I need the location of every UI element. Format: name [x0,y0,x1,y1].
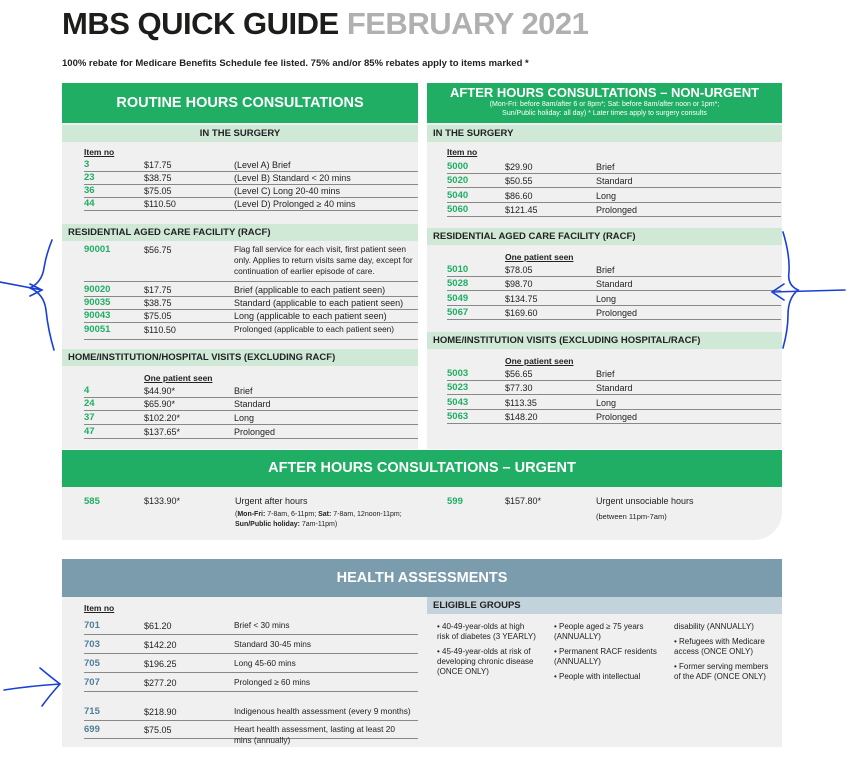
fee: $17.75 [144,160,172,170]
item-number: 37 [84,412,95,423]
item-number: 44 [84,198,95,209]
table-row [447,397,781,410]
afterhours-note-2: Sun/Public holiday: all day) * Later times apply to surgery consults [502,110,707,117]
urgent-note-e: Sun/Public holiday: [235,521,300,528]
routine-surgery-label: IN THE SURGERY [62,125,418,142]
item-number: 5010 [447,264,469,275]
description: (Level A) Brief [234,160,291,170]
health-item-no: Item no [84,603,115,613]
description: Brief [596,369,615,379]
item-number: 5063 [447,411,469,422]
description: Long [234,413,255,423]
fee: $61.20 [144,621,172,631]
description: Brief [234,386,253,396]
description: Long (applicable to each patient seen) [234,311,387,321]
eligible-group: • 40-49-year-olds at high risk of diabetes (3 YEARLY) [437,622,536,641]
description: Prolonged [596,308,638,318]
table-row [84,412,418,425]
table-row [447,175,781,188]
fee: $44.90* [144,386,176,396]
ink-bracket-right [783,232,798,348]
item-number: 5060 [447,204,469,215]
item-number: 23 [84,172,95,183]
routine-home-label: HOME/INSTITUTION/HOSPITAL VISITS (EXCLUDING RACF) [62,349,418,366]
item-number: 705 [84,658,100,669]
description: Prolonged ≥ 60 mins [234,677,311,687]
table-row [84,385,418,398]
item-number: 699 [84,724,100,735]
description: Prolonged [596,205,638,215]
fee: $75.05 [144,186,172,196]
urgent-note-c: Sat: [318,511,332,518]
item-number: 3 [84,159,90,170]
eligible-col-1 [437,622,537,677]
fee: $110.50 [144,325,176,335]
fee: $113.35 [505,398,537,408]
fee: $137.65* [144,427,181,437]
ink-arrow-707 [4,668,60,706]
fee: $29.90 [505,162,533,172]
table-row [447,382,781,395]
afterhours-racf-label: RESIDENTIAL AGED CARE FACILITY (RACF) [427,228,782,245]
fee: $56.65 [505,369,533,379]
eligible-groups-label: ELIGIBLE GROUPS [427,597,782,614]
table-row [84,724,418,745]
item-number: 5040 [447,190,469,201]
description: Standard [596,383,633,393]
table-row [84,658,418,673]
table-row [447,278,781,291]
fee: $142.20 [144,640,177,650]
fee: $148.20 [505,412,538,422]
table-row [84,677,418,692]
table-row [84,398,418,411]
description: (Level D) Prolonged ≥ 40 mins [234,199,356,209]
description: Long [596,398,617,408]
afterhours-surgery-label: IN THE SURGERY [427,125,782,142]
table-row [84,198,418,211]
item-number: 90001 [84,244,111,255]
description: Long [596,294,617,304]
description: Brief [596,265,615,275]
fee: $75.05 [144,725,172,735]
table-row [447,368,781,381]
eligible-group: • Former serving members of the ADF (ONCE ONLY) [674,662,769,681]
fee: $38.75 [144,173,172,183]
description: Prolonged [596,412,638,422]
urgent-fee-599: $157.80* [505,496,542,506]
fee: $218.90 [144,707,177,717]
description: Standard 30-45 mins [234,639,312,649]
description: Indigenous health assessment (every 9 months) [234,706,411,716]
table-row [84,172,418,185]
urgent-note-d: 7-8am, 12noon-11pm; [331,511,402,518]
item-number: 36 [84,185,95,196]
urgent-note-f: 7am-11pm) [299,521,338,528]
item-number: 5020 [447,175,469,186]
table-row [84,185,418,198]
fee: $196.25 [144,659,177,669]
item-number: 5028 [447,278,469,289]
item-number: 5049 [447,293,469,304]
fee: $38.75 [144,298,172,308]
eligible-group: • Refugees with Medicare access (ONCE ONLY) [674,637,765,656]
description: Brief (applicable to each patient seen) [234,285,386,295]
afterhours-home-one-patient: One patient seen [505,356,574,366]
item-number: 701 [84,620,100,631]
description: Flag fall service for each visit, first patient seen only. Applies to return visits same day, except for continuation of earlier episode of care. [234,244,413,276]
urgent-note-599: (between 11pm-7am) [596,512,667,521]
table-row [84,284,418,297]
fee: $102.20* [144,413,181,423]
ink-arrow-left [0,282,42,296]
item-number: 90043 [84,310,111,321]
fee: $169.60 [505,308,538,318]
fee: $77.30 [505,383,533,393]
description: Brief [596,162,615,172]
routine-title: ROUTINE HOURS CONSULTATIONS [62,83,418,123]
item-number: 5003 [447,368,469,379]
item-number: 4 [84,385,90,396]
description: Standard [596,279,633,289]
description: Standard [234,399,271,409]
description: Heart health assessment, lasting at least 20 mins (annually) [234,724,395,745]
urgent-note-585 [235,510,415,530]
item-number: 24 [84,398,95,409]
item-number: 90035 [84,297,111,308]
table-row [447,307,781,320]
description: (Level B) Standard < 20 mins [234,173,351,183]
item-number: 90051 [84,324,111,335]
routine-item-no: Item no [84,147,115,157]
eligible-group: • People with intellectual [554,672,641,681]
urgent-title: AFTER HOURS CONSULTATIONS – URGENT [62,450,782,487]
fee: $75.05 [144,311,172,321]
item-number: 5043 [447,397,469,408]
item-number: 90020 [84,284,111,295]
fee: $110.50 [144,199,176,209]
fee: $78.05 [505,265,533,275]
item-number: 5067 [447,307,469,318]
afterhours-racf-one-patient: One patient seen [505,252,574,262]
urgent-desc-585: Urgent after hours [235,496,308,506]
routine-racf-label: RESIDENTIAL AGED CARE FACILITY (RACF) [62,224,418,241]
health-title: HEALTH ASSESSMENTS [62,559,782,597]
afterhours-item-no: Item no [447,147,478,157]
fee: $56.75 [144,245,172,255]
table-row [84,244,418,282]
ink-bracket-left [30,240,54,350]
eligible-col-2 [554,622,659,682]
urgent-note-b: 7-8am, 6-11pm; [265,511,319,518]
eligible-col-3 [674,622,776,682]
urgent-fee-585: $133.90* [144,496,181,506]
table-row [447,293,781,306]
description: Long 45-60 mins [234,658,296,668]
fee: $121.45 [505,205,538,215]
table-row [84,324,418,340]
urgent-note-open: ( [235,511,238,518]
fee: $50.55 [505,176,533,186]
item-number: 715 [84,706,100,717]
title-main: MBS QUICK GUIDE [62,6,339,41]
table-row [447,264,781,277]
afterhours-home-label: HOME/INSTITUTION VISITS (EXCLUDING HOSPITAL/RACF) [427,332,782,349]
afterhours-title: AFTER HOURS CONSULTATIONS – NON-URGENT [449,85,760,100]
description: Standard [596,176,633,186]
table-row [84,310,418,323]
subtitle: 100% rebate for Medicare Benefits Schedule fee listed. 75% and/or 85% rebates apply to items marked * [62,58,529,69]
afterhours-title-band [427,83,782,123]
item-number: 707 [84,677,100,688]
fee: $277.20 [144,678,177,688]
fee: $65.90* [144,399,176,409]
table-row [84,639,418,654]
description: Prolonged (applicable to each patient seen) [234,324,395,334]
urgent-note-a: Mon-Fri: [237,511,266,518]
fee: $86.60 [505,191,533,201]
urgent-item-599: 599 [447,496,463,507]
table-row [84,159,418,172]
table-row [84,620,418,635]
title-month: FEBRUARY 2021 [346,6,589,41]
afterhours-note-1: (Mon-Fri: before 8am/after 6 or 8pm*; Sat: before 8am/after noon or 1pm*; [489,101,720,108]
description: Long [596,191,617,201]
table-row [447,204,781,217]
eligible-group: disability (ANNUALLY) [674,622,754,631]
description: (Level C) Long 20-40 mins [234,186,341,196]
description: Standard (applicable to each patient seen) [234,298,404,308]
fee: $134.75 [505,294,538,304]
eligible-group: • Permanent RACF residents (ANNUALLY) [554,647,657,666]
description: Prolonged [234,427,276,437]
item-number: 5000 [447,161,469,172]
fee: $98.70 [505,279,533,289]
fee: $17.75 [144,285,172,295]
item-number: 47 [84,426,95,437]
item-number: 703 [84,639,100,650]
table-row [447,411,781,424]
ink-arrow-right [772,284,845,300]
table-row [84,426,418,439]
table-row [84,706,418,721]
urgent-item-585: 585 [84,496,100,507]
table-row [84,297,418,310]
page-title [62,6,588,42]
table-row [447,190,781,203]
table-row [447,161,781,174]
routine-one-patient: One patient seen [144,373,213,383]
item-number: 5023 [447,382,469,393]
description: Brief < 30 mins [234,620,290,630]
eligible-group: • 45-49-year-olds at risk of developing chronic disease (ONCE ONLY) [437,647,534,676]
eligible-group: • People aged ≥ 75 years (ANNUALLY) [554,622,644,641]
urgent-desc-599: Urgent unsociable hours [596,496,694,506]
